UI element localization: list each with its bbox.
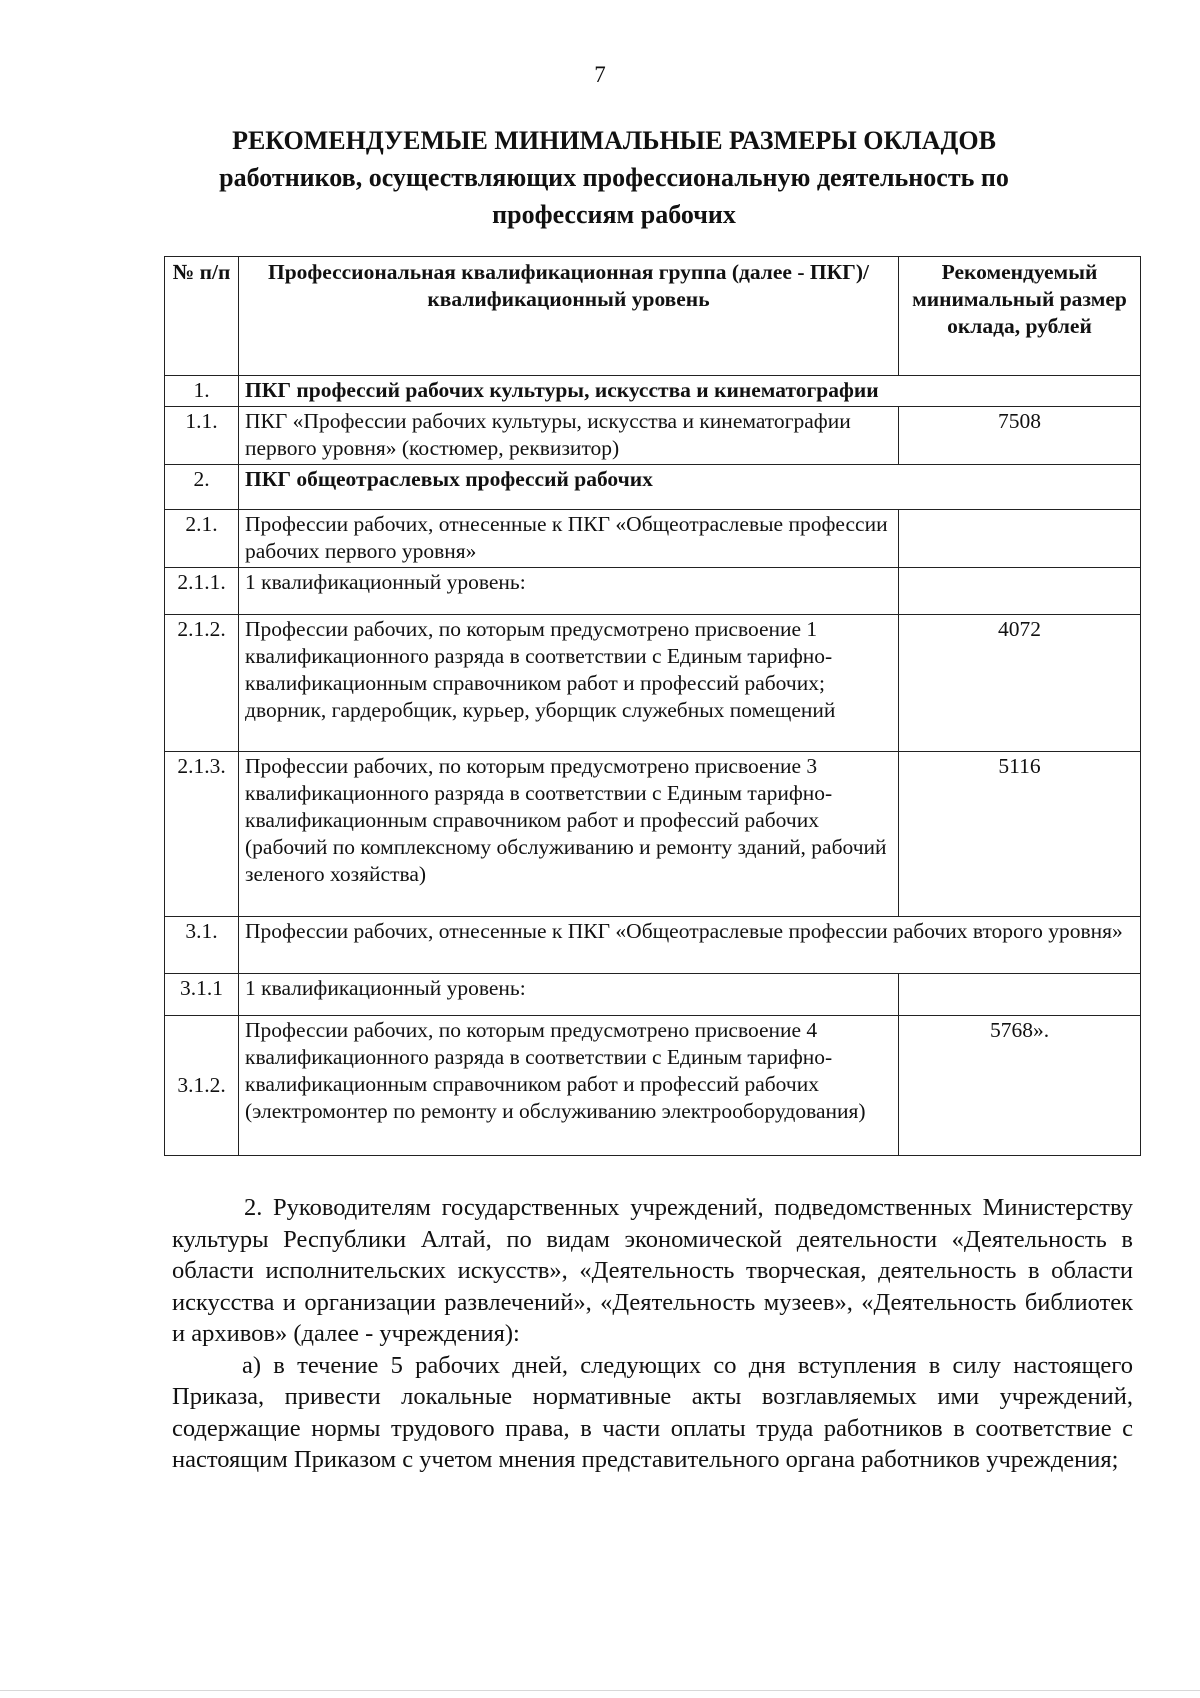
table-row <box>165 1016 1141 1156</box>
row-number: 2.1.1. <box>165 568 239 615</box>
header-group: Профессиональная квалификационная группа (далее - ПКГ)/квалификационный уровень <box>239 257 899 376</box>
row-salary: 5768». <box>899 1016 1141 1156</box>
section-title: ПКГ общеотраслевых профессий рабочих <box>239 465 1141 510</box>
table-row <box>165 568 1141 615</box>
document-title <box>160 122 1068 233</box>
row-salary <box>899 568 1141 615</box>
row-number: 2.1.2. <box>165 615 239 752</box>
row-salary <box>899 510 1141 568</box>
row-salary: 5116 <box>899 752 1141 917</box>
header-number: № п/п <box>165 257 239 376</box>
title-line-1: РЕКОМЕНДУЕМЫЕ МИНИМАЛЬНЫЕ РАЗМЕРЫ ОКЛАДОВ <box>232 126 996 155</box>
title-line-2: работников, осуществляющих профессиональную деятельность по <box>219 163 1009 192</box>
row-description: Профессии рабочих, отнесенные к ПКГ «Общеотраслевые профессии рабочих второго уровня» <box>239 917 1141 974</box>
salary-table <box>164 256 1141 1156</box>
row-description: Профессии рабочих, отнесенные к ПКГ «Общеотраслевые профессии рабочих первого уровня» <box>239 510 899 568</box>
table-row <box>165 974 1141 1016</box>
row-number: 3.1.2. <box>165 1016 239 1156</box>
row-description: Профессии рабочих, по которым предусмотрено присвоение 4 квалификационного разряда в соответствии с Единым тарифно-квалификационным справочником работ и профессий рабочих (электромонтер по ремонту и обслуживанию электрооборудования) <box>239 1016 899 1156</box>
section-title: ПКГ профессий рабочих культуры, искусства и кинематографии <box>239 376 1141 407</box>
row-description: ПКГ «Профессии рабочих культуры, искусства и кинематографии первого уровня» (костюмер, реквизитор) <box>239 407 899 465</box>
row-number: 2.1. <box>165 510 239 568</box>
row-number: 1. <box>165 376 239 407</box>
row-description: 1 квалификационный уровень: <box>239 974 899 1016</box>
table-row <box>165 407 1141 465</box>
row-number: 2. <box>165 465 239 510</box>
header-salary: Рекомендуемый минимальный размер оклада, рублей <box>899 257 1141 376</box>
row-description: 1 квалификационный уровень: <box>239 568 899 615</box>
page-number: 7 <box>594 62 606 87</box>
table-row <box>165 465 1141 510</box>
table-row <box>165 752 1141 917</box>
title-line-3: профессиям рабочих <box>492 200 736 229</box>
paragraph: 2. Руководителям государственных учреждений, подведомственных Министерству культуры Республики Алтай, по видам экономической деятельности «Деятельность в области исполнительских искусств», «Деятельность творческая, деятельность в области искусства и организации развлечений», «Деятельность музеев», «Деятельность библиотек и архивов» (далее - учреждения): <box>172 1194 1133 1347</box>
row-salary <box>899 974 1141 1016</box>
row-salary: 7508 <box>899 407 1141 465</box>
row-salary: 4072 <box>899 615 1141 752</box>
table-row <box>165 615 1141 752</box>
table-row <box>165 376 1141 407</box>
row-number: 2.1.3. <box>165 752 239 917</box>
body-text <box>172 1192 1133 1476</box>
scan-edge-divider <box>0 1690 1200 1691</box>
row-number: 1.1. <box>165 407 239 465</box>
table-row <box>165 917 1141 974</box>
table-header-row <box>165 257 1141 376</box>
row-number: 3.1.1 <box>165 974 239 1016</box>
row-description: Профессии рабочих, по которым предусмотрено присвоение 3 квалификационного разряда в соответствии с Единым тарифно-квалификационным справочником работ и профессий рабочих (рабочий по комплексному обслуживанию и ремонту зданий, рабочий зеленого хозяйства) <box>239 752 899 917</box>
paragraph: а) в течение 5 рабочих дней, следующих со дня вступления в силу настоящего Приказа, привести локальные нормативные акты возглавляемых ими учреждений, содержащие нормы трудового права, в части оплаты труда работников в соответствие с настоящим Приказом с учетом мнения представительного органа работников учреждения; <box>172 1351 1133 1473</box>
table-row <box>165 510 1141 568</box>
row-description: Профессии рабочих, по которым предусмотрено присвоение 1 квалификационного разряда в соответствии с Единым тарифно-квалификационным справочником работ и профессий рабочих; дворник, гардеробщик, курьер, уборщик служебных помещений <box>239 615 899 752</box>
row-number: 3.1. <box>165 917 239 974</box>
